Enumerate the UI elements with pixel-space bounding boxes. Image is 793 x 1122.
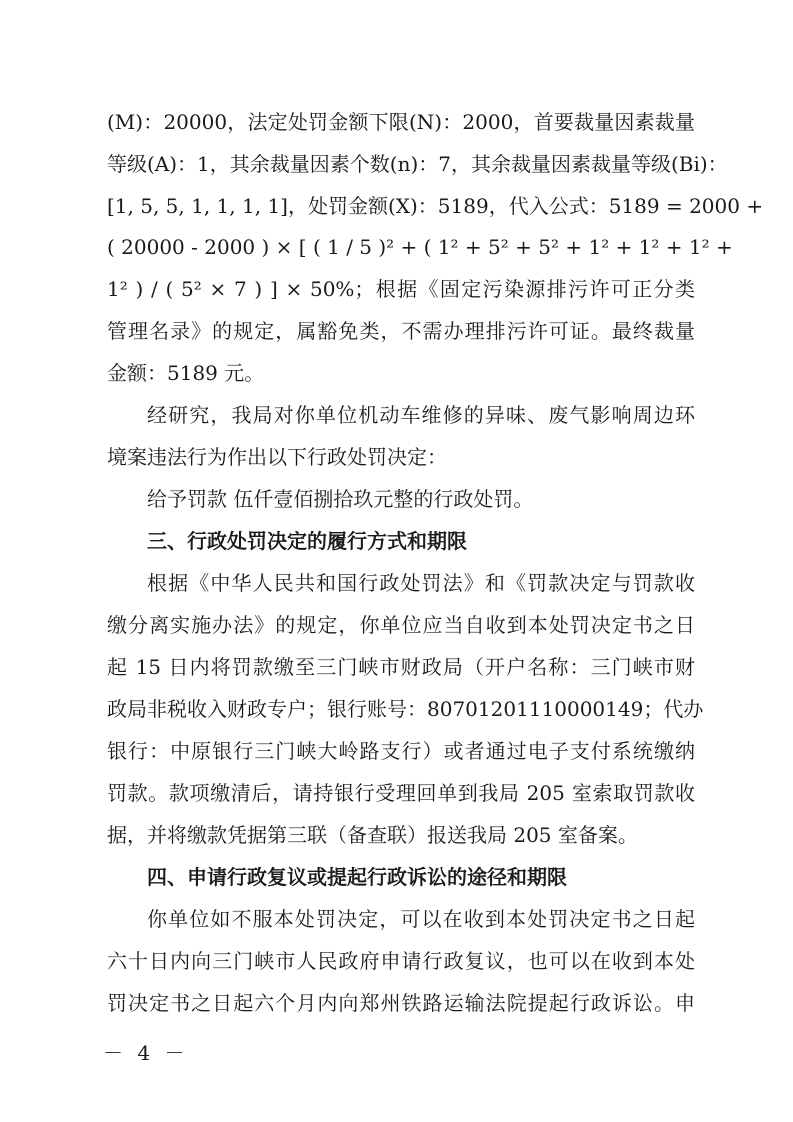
- appeal-paragraph-line-3: 罚决定书之日起六个月内向郑州铁路运输法院提起行政诉讼。申: [107, 991, 695, 1015]
- body-line-2: 等级(A)：1，其余裁量因素个数(n)：7，其余裁量因素裁量等级(Bi)：: [107, 152, 728, 176]
- paragraph-decision-line-2: 境案违法行为作出以下行政处罚决定：: [107, 445, 447, 469]
- body-line-3: [1, 5, 5, 1, 1, 1, 1]，处罚金额(X)：5189，代入公式：5189 = 2000 +: [107, 194, 764, 218]
- body-line-7: 金额：5189 元。: [107, 361, 265, 385]
- body-line-1: (M)：20000，法定处罚金额下限(N)：2000，首要裁量因素裁量: [107, 110, 695, 134]
- appeal-paragraph-line-1: 你单位如不服本处罚决定，可以在收到本处罚决定书之日起: [147, 907, 695, 931]
- payment-paragraph-line-5: 银行：中原银行三门峡大岭路支行）或者通过电子支付系统缴纳: [107, 739, 695, 763]
- payment-paragraph-line-2: 缴分离实施办法》的规定，你单位应当自收到本处罚决定书之日: [107, 613, 695, 637]
- payment-paragraph-line-7: 据，并将缴款凭据第三联（备查联）报送我局 205 室备案。: [107, 823, 638, 847]
- page-number: － 4 －: [103, 1041, 189, 1065]
- paragraph-decision-line-1: 经研究，我局对你单位机动车维修的异味、废气影响周边环: [147, 403, 695, 427]
- payment-paragraph-line-6: 罚款。款项缴清后，请持银行受理回单到我局 205 室索取罚款收: [107, 781, 695, 805]
- payment-paragraph-line-1: 根据《中华人民共和国行政处罚法》和《罚款决定与罚款收: [147, 571, 695, 595]
- payment-paragraph-line-3: 起 15 日内将罚款缴至三门峡市财政局（开户名称：三门峡市财: [107, 655, 695, 679]
- body-line-5: 1² ) / ( 5² × 7 ) ] × 50%；根据《固定污染源排污许可正分类: [107, 277, 695, 301]
- penalty-statement: 给予罚款 伍仟壹佰捌拾玖元整的行政处罚。: [147, 487, 534, 511]
- payment-paragraph-line-4: 政局非税收入财政专户；银行账号：80701201110000149；代办: [107, 697, 704, 721]
- section-heading-4: 四、申请行政复议或提起行政诉讼的途径和期限: [147, 865, 567, 889]
- appeal-paragraph-line-2: 六十日内向三门峡市人民政府申请行政复议，也可以在收到本处: [107, 949, 695, 973]
- body-line-6: 管理名录》的规定，属豁免类，不需办理排污许可证。最终裁量: [107, 319, 695, 343]
- body-line-4: ( 20000 - 2000 ) × [ ( 1 / 5 )² + ( 1² + 5² + 5² + 1² + 1² + 1² +: [107, 235, 733, 259]
- section-heading-3: 三、行政处罚决定的履行方式和期限: [147, 529, 467, 553]
